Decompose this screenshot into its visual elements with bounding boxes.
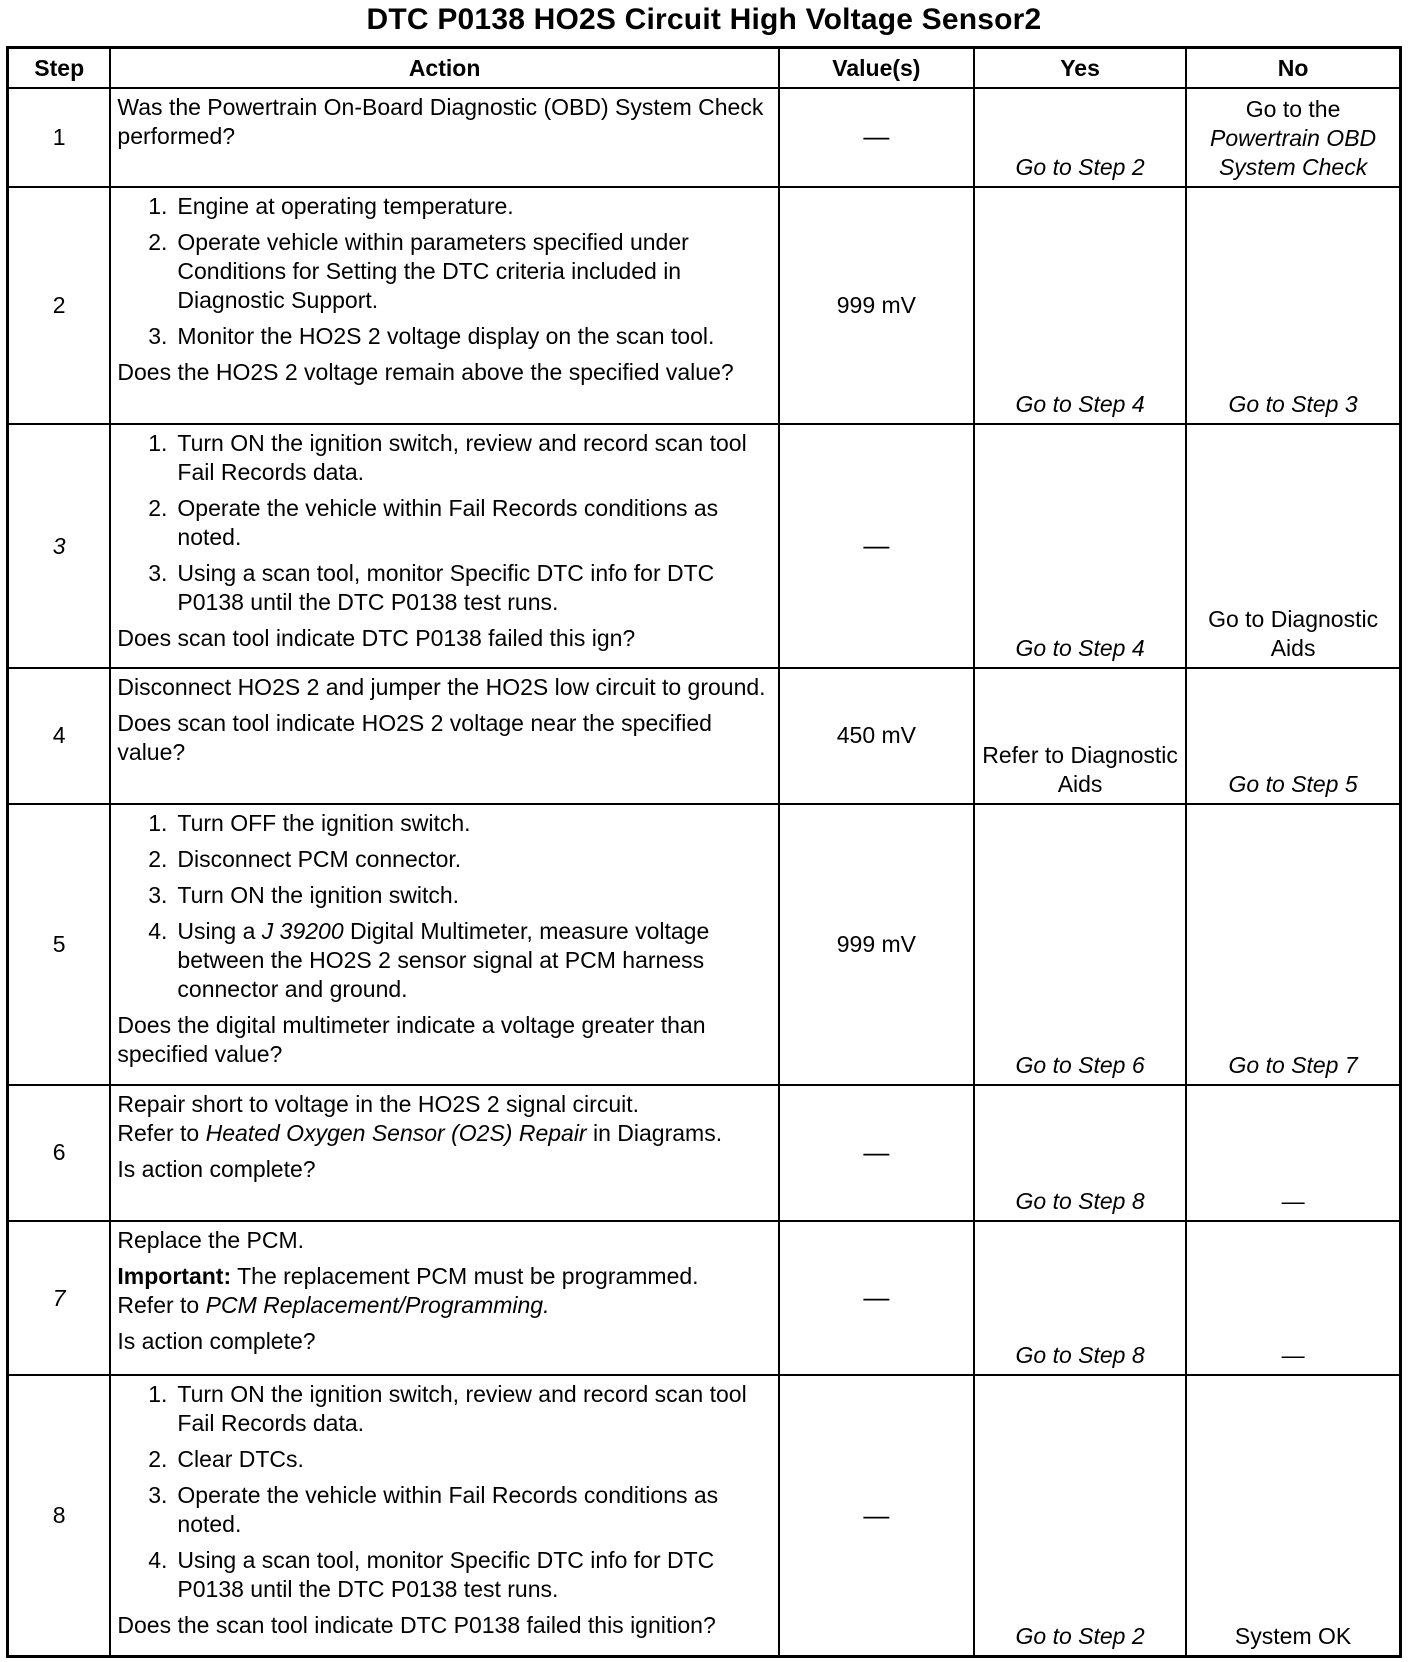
step-number: 1 (8, 88, 111, 187)
value-text: — (863, 1499, 890, 1530)
value-cell: 450 mV (779, 668, 974, 804)
action-item (117, 429, 771, 487)
action-item (117, 228, 771, 315)
no-text: Go to the (1245, 95, 1341, 122)
item-number: 4. (148, 917, 168, 944)
item-text: Turn ON the ignition switch, review and record scan tool Fail Records data. (177, 1381, 747, 1437)
no-link: Powertrain OBD System Check (1209, 124, 1377, 180)
action-question: Was the Powertrain On-Board Diagnostic (OBD) System Check performed? (117, 94, 764, 149)
item-text: Operate the vehicle within Fail Records conditions as noted. (177, 495, 719, 551)
action-question: Does the scan tool indicate DTC P0138 failed this ignition? (117, 1612, 716, 1639)
item-text: Using a scan tool, monitor Specific DTC info for DTC P0138 until the DTC P0138 test runs. (177, 1547, 715, 1603)
action-question: Does scan tool indicate HO2S 2 voltage near the specified value? (117, 709, 712, 765)
item-text: Operate vehicle within parameters specified under Conditions for Setting the DTC criteria included in Diagnostic Support. (177, 228, 689, 313)
item-number: 2. (148, 495, 168, 522)
value-cell (779, 1085, 974, 1221)
value-text: — (863, 530, 890, 560)
yes-cell: Go to Step 4 (974, 187, 1186, 425)
item-text-part: Digital Multimeter, measure voltage between the HO2S 2 sensor signal at PCM harness connector and ground. (177, 917, 710, 1002)
no-cell: Go to Step 7 (1186, 804, 1400, 1085)
action-item (117, 881, 771, 910)
important-label: Important: (117, 1262, 232, 1289)
item-number: 1. (148, 809, 168, 836)
item-text: Engine at operating temperature. (177, 192, 514, 219)
action-item (117, 809, 771, 838)
value-cell (779, 1221, 974, 1375)
value-cell (779, 1375, 974, 1656)
table-row (8, 88, 1401, 187)
header-no: No (1186, 48, 1400, 89)
item-number: 4. (148, 1547, 168, 1574)
refer-link: Heated Oxygen Sensor (O2S) Repair (205, 1119, 587, 1146)
item-text (177, 917, 771, 1004)
action-item (117, 494, 771, 552)
action-item (117, 192, 771, 221)
item-text-part: Using a (177, 917, 256, 944)
refer-text: in Diagrams. (592, 1119, 723, 1146)
no-cell: Go to Step 3 (1186, 187, 1400, 425)
step-number: 2 (8, 187, 111, 425)
action-question: Is action complete? (117, 1327, 316, 1354)
table-row (8, 804, 1401, 1085)
step-number: 7 (8, 1221, 111, 1375)
action-item (117, 1546, 771, 1604)
action-text: Repair short to voltage in the HO2S 2 signal circuit. (117, 1090, 639, 1117)
table-row (8, 424, 1401, 667)
action-text: Disconnect HO2S 2 and jumper the HO2S low circuit to ground. (117, 673, 766, 700)
value-text: — (863, 1136, 890, 1167)
value-cell: 999 mV (779, 187, 974, 425)
important-text: The replacement PCM must be programmed. (237, 1262, 699, 1289)
action-item (117, 1445, 771, 1474)
action-item (117, 559, 771, 617)
item-text: Clear DTCs. (177, 1446, 304, 1473)
item-text: Disconnect PCM connector. (177, 845, 462, 872)
action-cell (110, 668, 778, 804)
refer-text: Refer to (117, 1291, 200, 1318)
no-cell (1186, 88, 1400, 187)
diagnostic-table (6, 46, 1402, 1658)
item-text: Turn OFF the ignition switch. (177, 809, 471, 836)
header-yes: Yes (974, 48, 1186, 89)
action-important (117, 1262, 771, 1291)
table-row (8, 1375, 1401, 1656)
item-number: 3. (148, 1482, 168, 1509)
step-number: 5 (8, 804, 111, 1085)
yes-cell: Go to Step 2 (974, 88, 1186, 187)
table-header-row (8, 48, 1401, 89)
action-question: Is action complete? (117, 1155, 316, 1182)
action-item (117, 322, 771, 351)
item-number: 2. (148, 228, 168, 255)
yes-cell: Go to Step 8 (974, 1221, 1186, 1375)
item-number: 2. (148, 845, 168, 872)
yes-cell: Go to Step 8 (974, 1085, 1186, 1221)
header-action: Action (110, 48, 778, 89)
header-step: Step (8, 48, 111, 89)
item-number: 1. (148, 192, 168, 219)
action-text: Replace the PCM. (117, 1226, 305, 1253)
table-row (8, 187, 1401, 425)
action-item (117, 1481, 771, 1539)
action-cell (110, 88, 778, 187)
refer-link: PCM Replacement/Programming. (205, 1291, 550, 1318)
document-title: DTC P0138 HO2S Circuit High Voltage Sensor2 (366, 3, 1042, 36)
action-cell (110, 1085, 778, 1221)
value-text: — (863, 121, 890, 152)
table-row (8, 1085, 1401, 1221)
tool-name: J 39200 (261, 917, 344, 944)
no-cell: — (1186, 1085, 1400, 1221)
action-question: Does the digital multimeter indicate a voltage greater than specified value? (117, 1011, 706, 1067)
item-text: Turn ON the ignition switch. (177, 881, 460, 908)
value-cell (779, 424, 974, 667)
action-item (117, 845, 771, 874)
step-number: 3 (8, 424, 111, 667)
step-number: 6 (8, 1085, 111, 1221)
action-question: Does scan tool indicate DTC P0138 failed this ign? (117, 625, 636, 652)
step-number: 4 (8, 668, 111, 804)
item-text: Using a scan tool, monitor Specific DTC info for DTC P0138 until the DTC P0138 test runs. (177, 560, 715, 616)
item-number: 1. (148, 1381, 168, 1408)
item-number: 2. (148, 1446, 168, 1473)
action-cell (110, 424, 778, 667)
no-cell: Go to Step 5 (1186, 668, 1400, 804)
table-row (8, 668, 1401, 804)
yes-cell: Go to Step 6 (974, 804, 1186, 1085)
yes-cell: Go to Step 4 (974, 424, 1186, 667)
no-cell: Go to Diagnostic Aids (1186, 424, 1400, 667)
action-refer (117, 1291, 771, 1320)
action-cell (110, 1221, 778, 1375)
header-values: Value(s) (779, 48, 974, 89)
action-item (117, 917, 771, 1004)
item-number: 3. (148, 322, 168, 349)
step-number: 8 (8, 1375, 111, 1656)
value-cell (779, 88, 974, 187)
value-cell: 999 mV (779, 804, 974, 1085)
item-number: 1. (148, 430, 168, 457)
refer-text: Refer to (117, 1119, 200, 1146)
no-cell: System OK (1186, 1375, 1400, 1656)
yes-cell: Go to Step 2 (974, 1375, 1186, 1656)
item-text: Turn ON the ignition switch, review and record scan tool Fail Records data. (177, 430, 747, 486)
action-refer (117, 1119, 771, 1148)
action-cell (110, 187, 778, 425)
value-text: — (863, 1282, 890, 1312)
item-number: 3. (148, 560, 168, 587)
table-row (8, 1221, 1401, 1375)
yes-cell: Refer to Diagnostic Aids (974, 668, 1186, 804)
action-cell (110, 804, 778, 1085)
item-number: 3. (148, 881, 168, 908)
item-text: Operate the vehicle within Fail Records conditions as noted. (177, 1482, 719, 1538)
action-cell (110, 1375, 778, 1656)
no-cell: — (1186, 1221, 1400, 1375)
action-question: Does the HO2S 2 voltage remain above the specified value? (117, 358, 734, 385)
item-text: Monitor the HO2S 2 voltage display on the scan tool. (177, 322, 715, 349)
action-item (117, 1380, 771, 1438)
